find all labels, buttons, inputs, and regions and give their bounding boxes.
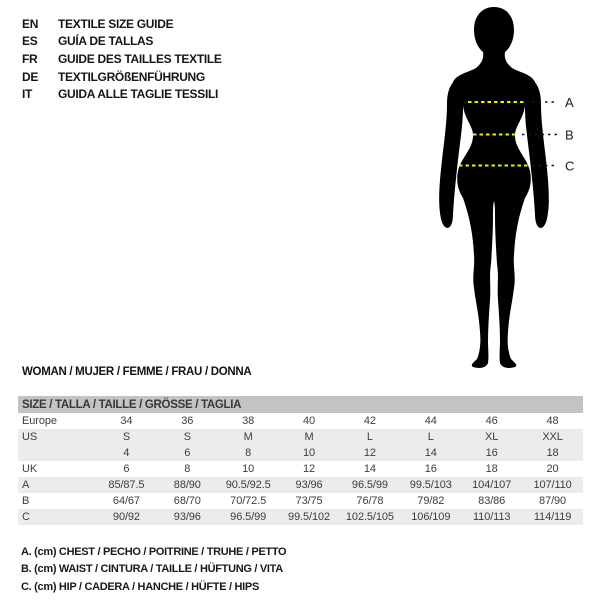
cell: 83/86 [478, 495, 506, 507]
size-table-header-row [18, 396, 583, 413]
cell: 6 [123, 463, 130, 475]
cell: 114/119 [522, 509, 583, 525]
language-row-es [22, 33, 222, 51]
legend-hip: C. (cm) HIP / CADERA / HANCHE / HÜFTE / HIPS [21, 580, 259, 593]
cell: 16 [461, 445, 522, 461]
language-code: FR [22, 51, 38, 66]
language-code: ES [22, 34, 38, 49]
cell: 107/110 [522, 477, 583, 493]
cell: 90/92 [96, 509, 157, 525]
table-row-chest-a [18, 477, 583, 493]
table-row-us [18, 429, 583, 445]
cell: 76/78 [356, 495, 384, 507]
measurement-legend [21, 544, 286, 596]
table-row-hip-c [18, 509, 583, 525]
cell: 110/113 [461, 509, 522, 525]
cell: 6 [157, 445, 218, 461]
language-row-it [22, 85, 222, 103]
cell: 8 [184, 463, 191, 475]
cell: 34 [120, 415, 133, 427]
cell: 73/75 [295, 495, 323, 507]
cell: 10 [279, 445, 340, 461]
cell: 96.5/99 [218, 509, 279, 525]
silhouette-body [453, 7, 535, 368]
row-label: Europe [22, 415, 57, 427]
language-code: IT [22, 87, 33, 102]
row-label: A [18, 477, 96, 493]
language-row-de [22, 68, 222, 86]
cell: 46 [485, 415, 498, 427]
cell: 99.5/102 [279, 509, 340, 525]
cell: 14 [400, 445, 461, 461]
row-label: US [18, 429, 96, 445]
woman-section-title: WOMAN / MUJER / FEMME / FRAU / DONNA [22, 366, 252, 378]
cell: 93/96 [279, 477, 340, 493]
cell: 79/82 [417, 495, 445, 507]
cell: 90.5/92.5 [218, 477, 279, 493]
cell: 64/67 [112, 495, 140, 507]
language-code: DE [22, 69, 39, 84]
cell: 36 [181, 415, 194, 427]
cell: 18 [485, 463, 498, 475]
cell: 18 [522, 445, 583, 461]
cell: XL [461, 429, 522, 445]
size-table [18, 396, 583, 525]
cell: 44 [424, 415, 437, 427]
cell: S [96, 429, 157, 445]
woman-silhouette-figure [410, 0, 600, 380]
table-row-us-numeric [18, 445, 583, 461]
guide-title-fr: GUIDE DES TAILLES TEXTILE [58, 51, 222, 66]
cell: 40 [303, 415, 316, 427]
marker-a-label: A [565, 95, 574, 110]
language-row-fr [22, 50, 222, 68]
cell: 106/109 [400, 509, 461, 525]
cell: 20 [546, 463, 559, 475]
cell: L [340, 429, 401, 445]
cell: L [400, 429, 461, 445]
marker-c-label: C [565, 158, 575, 174]
cell: 87/90 [539, 495, 567, 507]
cell: M [218, 429, 279, 445]
cell: 16 [424, 463, 437, 475]
size-table-header: SIZE / TALLA / TAILLE / GRÖSSE / TAGLIA [18, 396, 583, 413]
cell: 68/70 [173, 495, 201, 507]
legend-chest: A. (cm) CHEST / PECHO / POITRINE / TRUHE / PETTO [21, 546, 287, 558]
cell: 70/72.5 [230, 495, 267, 507]
row-label: C [18, 509, 96, 525]
cell: 102.5/105 [340, 509, 401, 525]
cell: 10 [242, 463, 255, 475]
table-row-waist-b [18, 493, 583, 509]
legend-waist: B. (cm) WAIST / CINTURA / TAILLE / HÜFTUNG / VITA [21, 563, 283, 576]
language-row-en [22, 15, 222, 33]
row-label [18, 445, 96, 461]
cell: 48 [546, 415, 559, 427]
cell: 85/87.5 [96, 477, 157, 493]
cell: 4 [96, 445, 157, 461]
guide-title-en: TEXTILE SIZE GUIDE [58, 16, 174, 31]
table-row-europe [18, 413, 583, 429]
cell: 99.5/103 [400, 477, 461, 493]
row-label: UK [22, 463, 38, 475]
language-code: EN [22, 16, 39, 31]
cell: 12 [303, 463, 316, 475]
cell: M [279, 429, 340, 445]
row-label: B [22, 495, 30, 507]
cell: 38 [242, 415, 255, 427]
cell: 8 [218, 445, 279, 461]
cell: 14 [363, 463, 376, 475]
cell: S [157, 429, 218, 445]
cell: 88/90 [157, 477, 218, 493]
guide-title-es: GUÍA DE TALLAS [58, 34, 154, 49]
marker-b-label: B [565, 127, 574, 143]
cell: XXL [522, 429, 583, 445]
cell: 104/107 [461, 477, 522, 493]
silhouette-left-arm [439, 80, 463, 228]
cell: 12 [340, 445, 401, 461]
table-row-uk [18, 461, 583, 477]
cell: 93/96 [157, 509, 218, 525]
guide-title-it: GUIDA ALLE TAGLIE TESSILI [58, 87, 219, 102]
cell: 96.5/99 [340, 477, 401, 493]
guide-title-de: TEXTILGRÖßENFÜHRUNG [58, 69, 205, 84]
cell: 42 [363, 415, 376, 427]
language-title-list [22, 15, 222, 103]
